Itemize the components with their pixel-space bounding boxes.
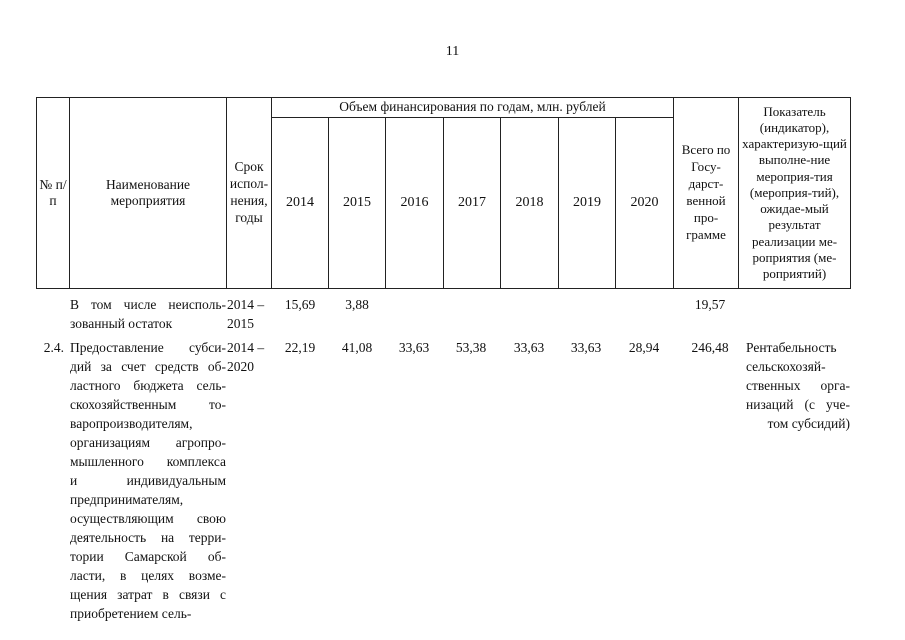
row-number: 2.4. <box>43 340 64 355</box>
header-name: Наименование мероприятия <box>70 98 227 289</box>
row-name-line: дий за счет средств об- <box>70 359 226 374</box>
header-year: 2020 <box>616 118 674 289</box>
row-name-line: организациям агропро- <box>70 435 226 450</box>
header-year: 2015 <box>329 118 386 289</box>
row-indicator-line: ственных орга- <box>746 378 850 393</box>
row-name-line: ласти, в целях возме- <box>70 568 226 583</box>
row-name-line: ластного бюджета сель- <box>70 378 226 393</box>
header-indicator: Показатель (индикатор), характеризую-щий выполне-ние мероприя-тия (мероприя-тий), ожидае-мый результат реализации ме-роприятия (ме-роприятий) <box>739 98 851 289</box>
header-year: 2017 <box>444 118 501 289</box>
row-name-line: щения затрат в связи с <box>70 587 226 602</box>
row-indicator-line: низаций (с уче- <box>746 397 850 412</box>
header-financing: Объем финансирования по годам, млн. рублей <box>272 98 674 118</box>
row-name-line: В том числе неисполь- <box>70 297 226 312</box>
row-value: 22,19 <box>284 340 316 355</box>
row-srok-line: 2014 – <box>227 297 265 312</box>
row-value: 41,08 <box>341 340 373 355</box>
row-total: 19,57 <box>694 297 726 312</box>
row-value: 28,94 <box>628 340 660 355</box>
header-year: 2018 <box>501 118 559 289</box>
header-year: 2016 <box>386 118 444 289</box>
header-no: № п/п <box>37 98 70 289</box>
row-value: 3,88 <box>345 297 369 312</box>
row-name-line: осуществляющим свою <box>70 511 226 526</box>
header-srok: Срок испол-нения, годы <box>227 98 272 289</box>
row-value: 33,63 <box>513 340 545 355</box>
row-indicator-line: том субсидий) <box>767 416 850 431</box>
page-number: 11 <box>445 44 460 59</box>
row-srok-line: 2015 <box>227 316 254 331</box>
header-total: Всего по Госу-дарст-венной про-грамме <box>674 98 739 289</box>
row-name-line: зованный остаток <box>70 316 173 331</box>
table-header <box>36 97 851 289</box>
row-value: 33,63 <box>570 340 602 355</box>
row-name-line: деятельность на терри- <box>70 530 226 545</box>
row-srok-line: 2014 – <box>227 340 265 355</box>
row-total: 246,48 <box>691 340 729 355</box>
row-name-line: и индивидуальным <box>70 473 226 488</box>
row-srok-line: 2020 <box>227 359 254 374</box>
row-name-line: тории Самарской об- <box>70 549 226 564</box>
header-year: 2019 <box>559 118 616 289</box>
row-value: 53,38 <box>455 340 487 355</box>
row-value: 15,69 <box>284 297 316 312</box>
row-value: 33,63 <box>398 340 430 355</box>
header-year: 2014 <box>272 118 329 289</box>
row-indicator-line: сельскохозяй- <box>746 359 826 374</box>
row-name-line: предпринимателям, <box>70 492 184 507</box>
row-name-line: мышленного комплекса <box>70 454 226 469</box>
row-name-line: Предоставление субси- <box>70 340 226 355</box>
row-name-line: приобретением сель- <box>70 606 192 621</box>
row-name-line: варопроизводителям, <box>70 416 193 431</box>
row-name-line: скохозяйственным то- <box>70 397 226 412</box>
row-indicator-line: Рентабельность <box>746 340 837 355</box>
